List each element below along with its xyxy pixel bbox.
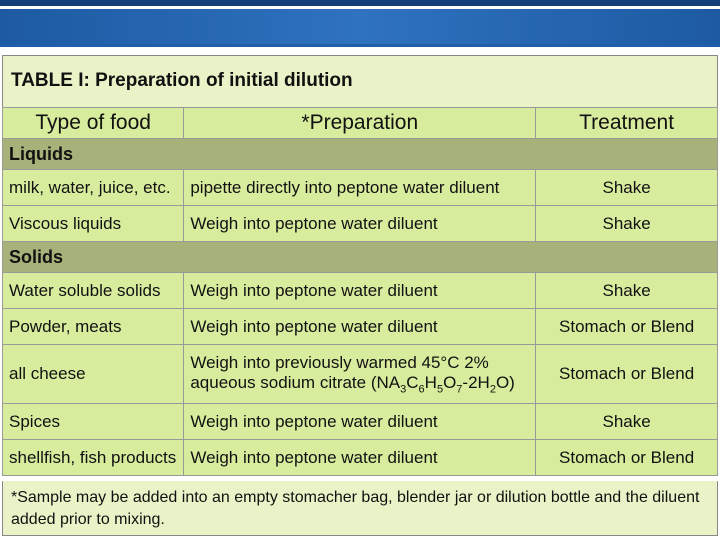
- cell-preparation: Weigh into peptone water diluent: [184, 440, 536, 476]
- cell-preparation: Weigh into peptone water diluent: [184, 309, 536, 345]
- section-label: Solids: [3, 242, 718, 273]
- header-treatment: Treatment: [536, 108, 718, 139]
- cell-type: Water soluble solids: [3, 273, 184, 309]
- cell-type: Spices: [3, 404, 184, 440]
- preparation-table: [2, 55, 718, 535]
- cell-treatment: Shake: [536, 273, 718, 309]
- header-row: [3, 108, 718, 139]
- section-label: Liquids: [3, 139, 718, 170]
- table-row: [3, 309, 718, 345]
- table-row: [3, 170, 718, 206]
- header-stripe-blue: [0, 9, 720, 44]
- table-title-bar: [2, 55, 718, 108]
- section-row-solids: [3, 242, 718, 273]
- cell-preparation: Weigh into peptone water diluent: [184, 404, 536, 440]
- footnote-text: *Sample may be added into an empty stomacher bag, blender jar or dilution bottle and the diluent added prior to mixing.: [11, 489, 700, 528]
- table-footnote: [2, 481, 718, 536]
- cell-preparation: pipette directly into peptone water diluent: [184, 170, 536, 206]
- cell-treatment: Shake: [536, 404, 718, 440]
- cell-preparation: [184, 345, 536, 404]
- cell-type: Viscous liquids: [3, 206, 184, 242]
- section-row-liquids: [3, 139, 718, 170]
- header-preparation: *Preparation: [184, 108, 536, 139]
- header-type: Type of food: [3, 108, 184, 139]
- table-row: [3, 345, 718, 404]
- cell-type: all cheese: [3, 345, 184, 404]
- table-row: [3, 440, 718, 476]
- cell-type: Powder, meats: [3, 309, 184, 345]
- table-row: [3, 273, 718, 309]
- cell-treatment: Shake: [536, 170, 718, 206]
- cell-preparation: Weigh into peptone water diluent: [184, 273, 536, 309]
- cell-type: shellfish, fish products: [3, 440, 184, 476]
- table-row: [3, 206, 718, 242]
- cell-type: milk, water, juice, etc.: [3, 170, 184, 206]
- cell-treatment: Shake: [536, 206, 718, 242]
- table-row: [3, 404, 718, 440]
- table-title: TABLE I: Preparation of initial dilution: [11, 70, 353, 91]
- prep-line-2-text: aqueous sodium citrate (NA: [190, 372, 401, 392]
- cell-treatment: Stomach or Blend: [536, 440, 718, 476]
- cell-treatment: Stomach or Blend: [536, 309, 718, 345]
- prep-line-2: aqueous sodium citrate $(NA_3C_6H_5O_7-2H_2O)$: [190, 372, 515, 396]
- cell-treatment: Stomach or Blend: [536, 345, 718, 404]
- prep-line-1: Weigh into previously warmed 45°C 2%: [190, 352, 489, 372]
- table-grid: [2, 107, 718, 476]
- cell-preparation: Weigh into peptone water diluent: [184, 206, 536, 242]
